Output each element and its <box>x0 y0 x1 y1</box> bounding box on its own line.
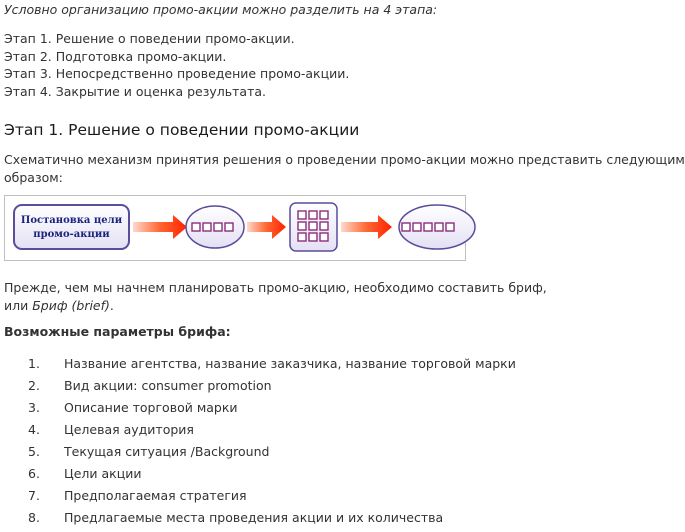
list-text: Описание торговой марки <box>64 400 238 415</box>
params-heading: Возможные параметры брифа: <box>4 324 231 339</box>
paragraph-line: Схематично механизм принятия решения о проведении промо-акции можно представить следующим <box>4 152 685 167</box>
diagram-svg <box>5 196 465 260</box>
brief-term: Бриф (brief) <box>32 297 110 313</box>
goal-box-line1: Постановка цели <box>20 215 123 226</box>
list-text: Цели акции <box>64 466 142 481</box>
list-text: Вид акции: consumer promotion <box>64 378 272 393</box>
paragraph-line <box>4 297 547 315</box>
list-number: 5. <box>28 444 40 459</box>
paragraph-text: . <box>109 297 114 313</box>
goal-box <box>14 205 129 249</box>
stage-item: Этап 4. Закрытие и оценка результата. <box>4 83 266 99</box>
brief-paragraph <box>4 279 547 314</box>
list-number: 2. <box>28 378 40 393</box>
decision-diagram <box>4 195 466 261</box>
step-grid <box>298 211 328 241</box>
stage-item: Этап 1. Решение о поведении промо-акции. <box>4 31 295 46</box>
list-number: 6. <box>28 466 40 481</box>
list-text: Название агентства, название заказчика, название торговой марки <box>64 356 516 371</box>
paragraph-line: Прежде, чем мы начнем планировать промо-акцию, необходимо составить бриф, <box>4 280 547 295</box>
flow-arrow <box>247 215 286 239</box>
goal-box-line2: промо-акции <box>33 229 110 240</box>
flow-arrow <box>341 215 392 239</box>
list-text: Текущая ситуация /Background <box>64 444 270 459</box>
list-text: Предполагаемая стратегия <box>64 488 247 503</box>
mechanism-paragraph <box>4 151 685 186</box>
stages-list <box>4 30 349 100</box>
section-heading: Этап 1. Решение о поведении промо-акции <box>4 121 360 139</box>
paragraph-line: образом: <box>4 169 63 185</box>
list-number: 3. <box>28 400 40 415</box>
stage-item: Этап 3. Непосредственно проведение промо-акции. <box>4 66 350 81</box>
intro-text: Условно организацию промо-акции можно разделить на 4 этапа: <box>4 2 438 17</box>
list-text: Целевая аудитория <box>64 422 194 437</box>
list-number: 4. <box>28 422 40 437</box>
stage-item: Этап 2. Подготовка промо-акции. <box>4 48 227 64</box>
step-squares <box>402 223 454 231</box>
list-number: 1. <box>28 356 40 371</box>
list-number: 7. <box>28 488 40 503</box>
list-number: 8. <box>28 510 40 525</box>
list-text: Предлагаемые места проведения акции и их количества <box>64 510 444 525</box>
paragraph-text: или <box>4 297 33 313</box>
flow-arrow <box>133 215 187 239</box>
article <box>4 0 685 532</box>
